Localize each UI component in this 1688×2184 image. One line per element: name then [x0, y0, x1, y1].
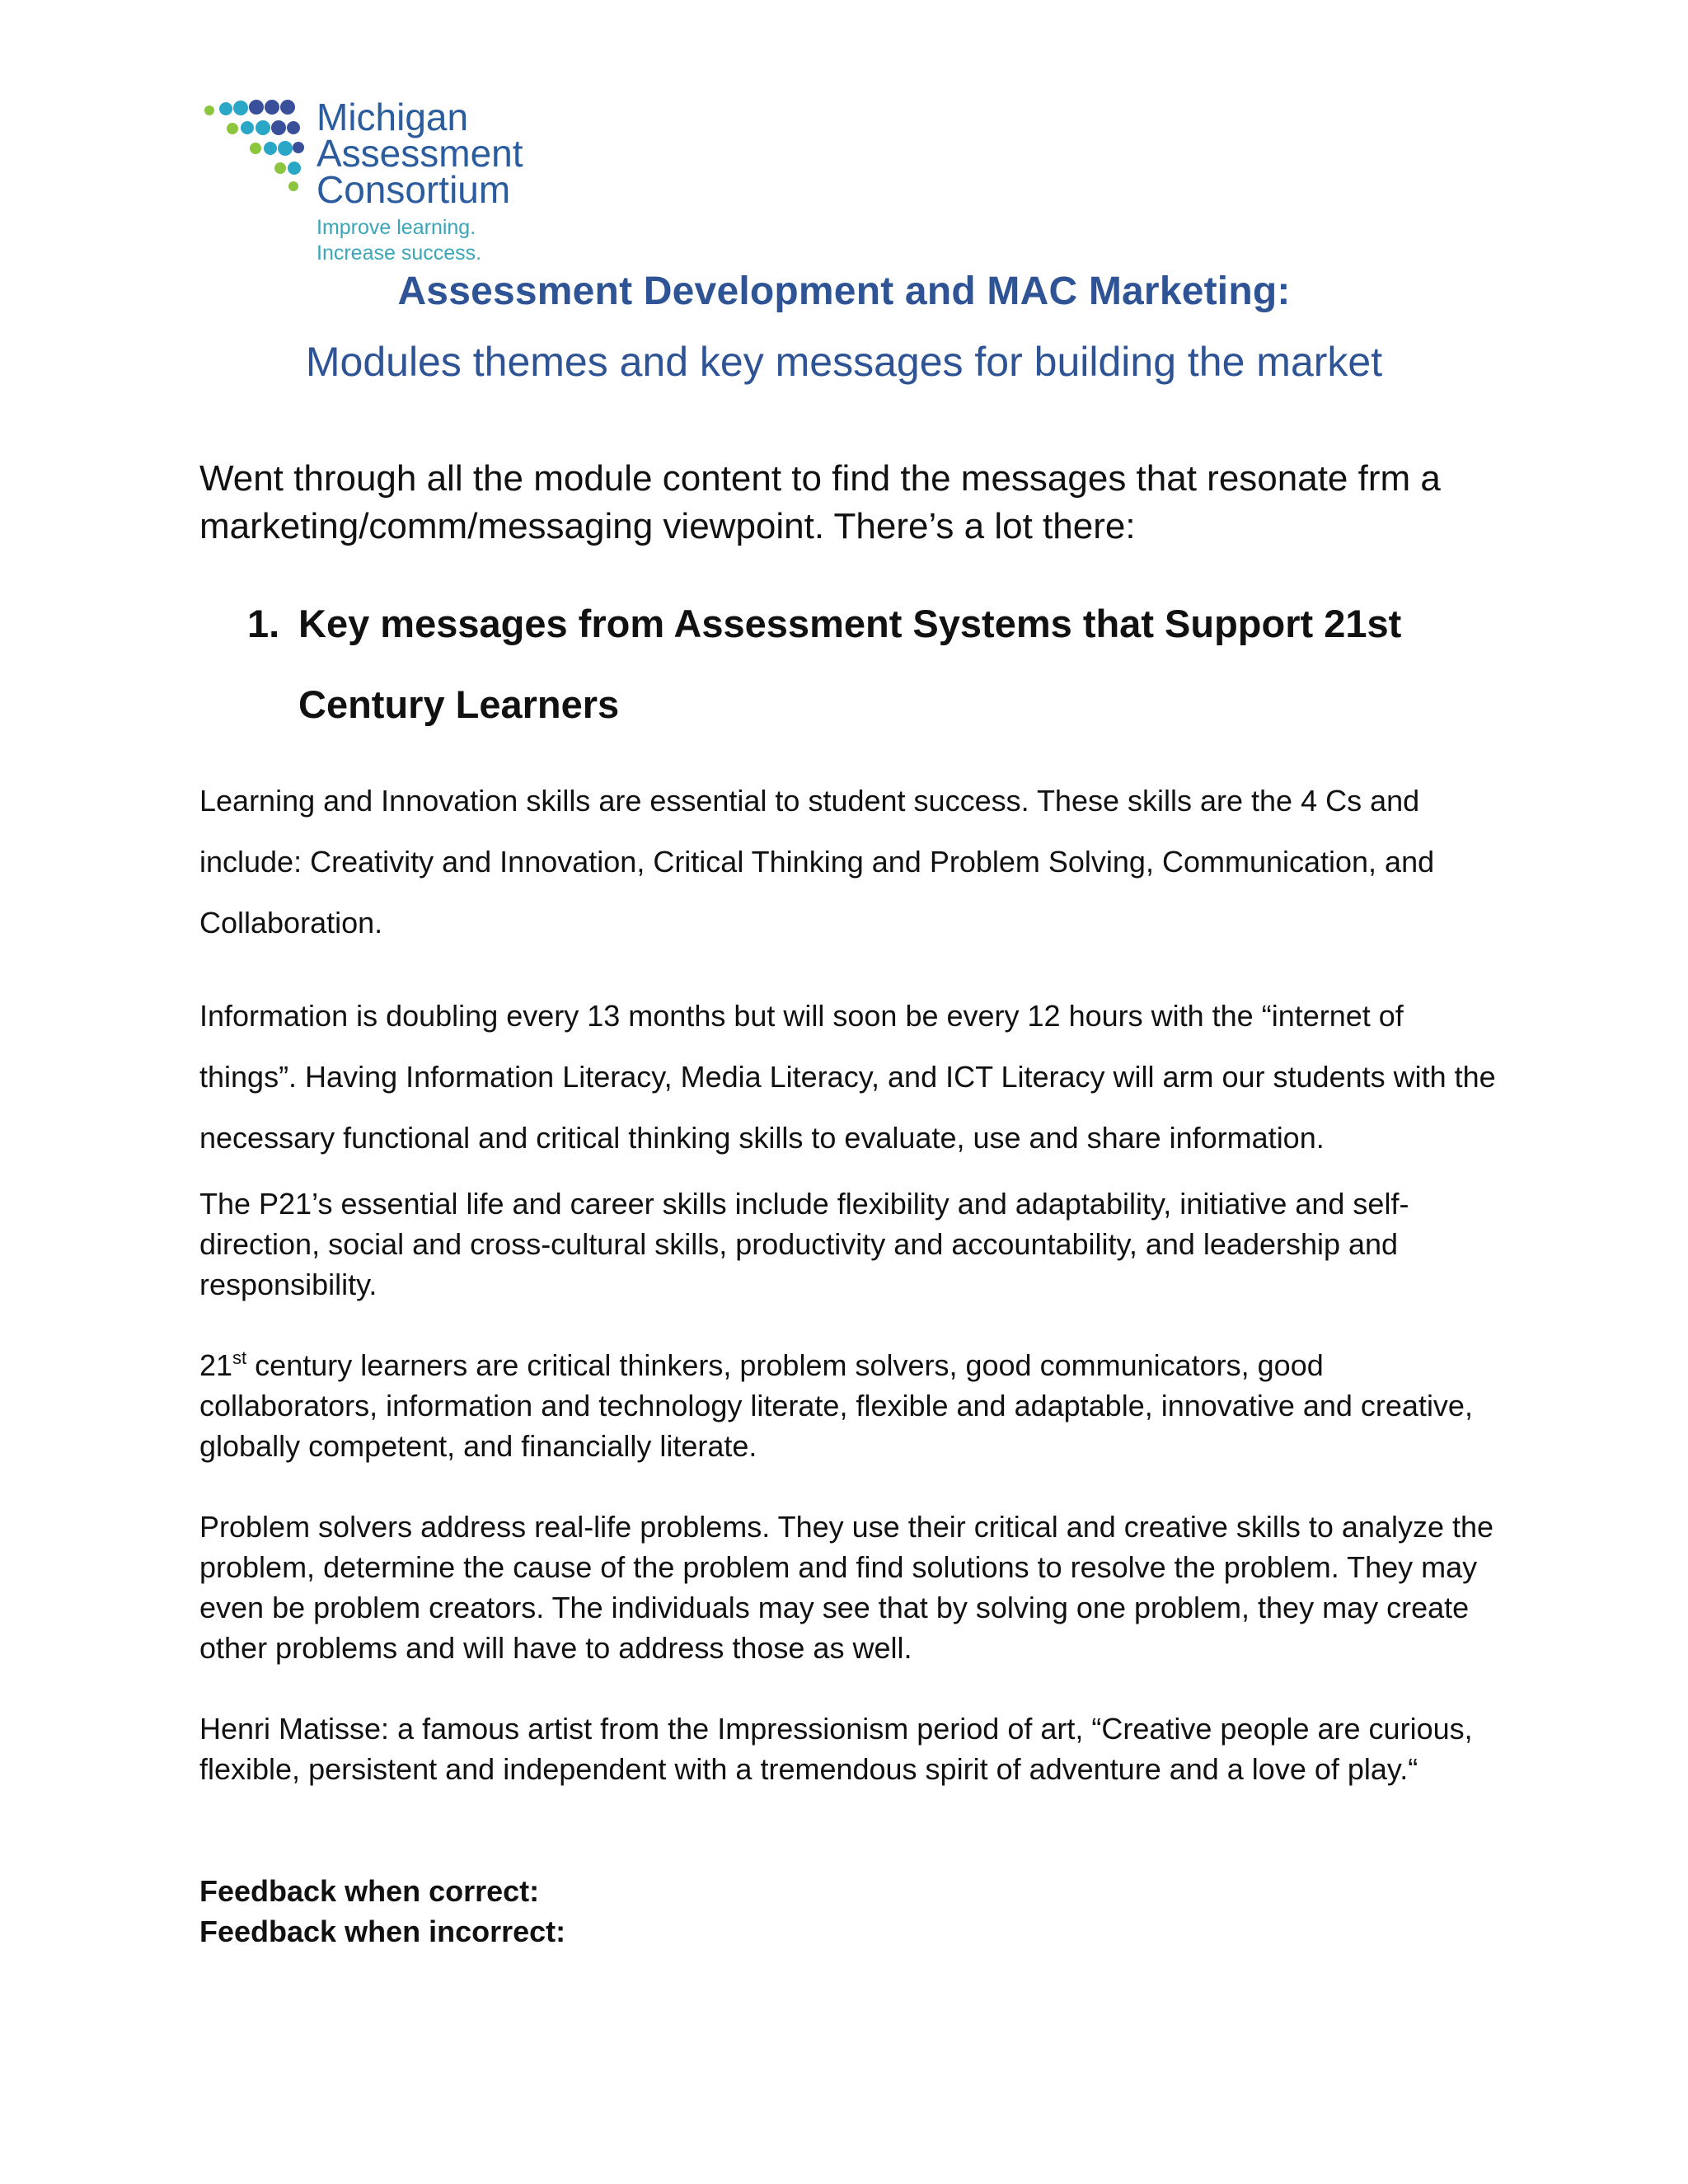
section-number: 1.: [247, 602, 280, 645]
intro-paragraph: Went through all the module content to find the messages that resonate frm a marketing/comm/messaging viewpoint. There’s a lot there:: [199, 458, 1441, 546]
paragraph-learning-innovation: Learning and Innovation skills are essential to student success. These skills are the 4 Cs and include: Creativity and Innovation, Critical Thinking and Problem Solving, Communication, and Collaboration.: [199, 784, 1435, 940]
logo-graphic: [201, 97, 547, 266]
logo-tagline-1: Improve learning.: [316, 216, 476, 239]
paragraph-problem-solvers: Problem solvers address real-life problems. They use their critical and creative skills to analyze the problem, determine the cause of the problem and find solutions to resolve the problem. They may even be problem creators. The individuals may see that by solving one problem, they may create other problems and will have to address those as well.: [199, 1510, 1494, 1665]
paragraph-21st-century-learners: [199, 1345, 1502, 1466]
logo-line-2: Assessment: [316, 132, 523, 175]
learners-text: century learners are critical thinkers, problem solvers, good communicators, good collaborators, information and technology literate, flexible and adaptable, innovative and creative, globally competent, and financially literate.: [199, 1348, 1473, 1463]
ordinal-suffix: st: [232, 1347, 247, 1368]
document-subtitle: Modules themes and key messages for building the market: [305, 339, 1383, 385]
feedback-incorrect-label: Feedback when incorrect:: [199, 1915, 566, 1948]
logo-tagline-2: Increase success.: [316, 241, 482, 265]
section-heading: Key messages from Assessment Systems that Support 21st Century Learners: [298, 602, 1402, 726]
logo-dots: [204, 100, 304, 191]
paragraph-life-career-skills: The P21’s essential life and career skills include flexibility and adaptability, initiative and self-direction, social and cross-cultural skills, productivity and accountability, and leadership and responsibility.: [199, 1187, 1409, 1301]
paragraph-information-literacy: Information is doubling every 13 months but will soon be every 12 hours with the “internet of things”. Having Information Literacy, Media Literacy, and ICT Literacy will arm our students with the necessary functional and critical thinking skills to evaluate, use and share information.: [199, 999, 1496, 1155]
organization-logo: [201, 97, 547, 266]
century-number: 21: [199, 1348, 233, 1382]
feedback-correct-label: Feedback when correct:: [199, 1874, 540, 1908]
document-title: Assessment Development and MAC Marketing:: [397, 269, 1291, 313]
logo-line-3: Consortium: [316, 168, 511, 211]
logo-line-1: Michigan: [316, 97, 469, 138]
paragraph-matisse-quote: Henri Matisse: a famous artist from the Impressionism period of art, “Creative people are curious, flexible, persistent and independent with a tremendous spirit of adventure and a love of play.“: [199, 1712, 1473, 1786]
